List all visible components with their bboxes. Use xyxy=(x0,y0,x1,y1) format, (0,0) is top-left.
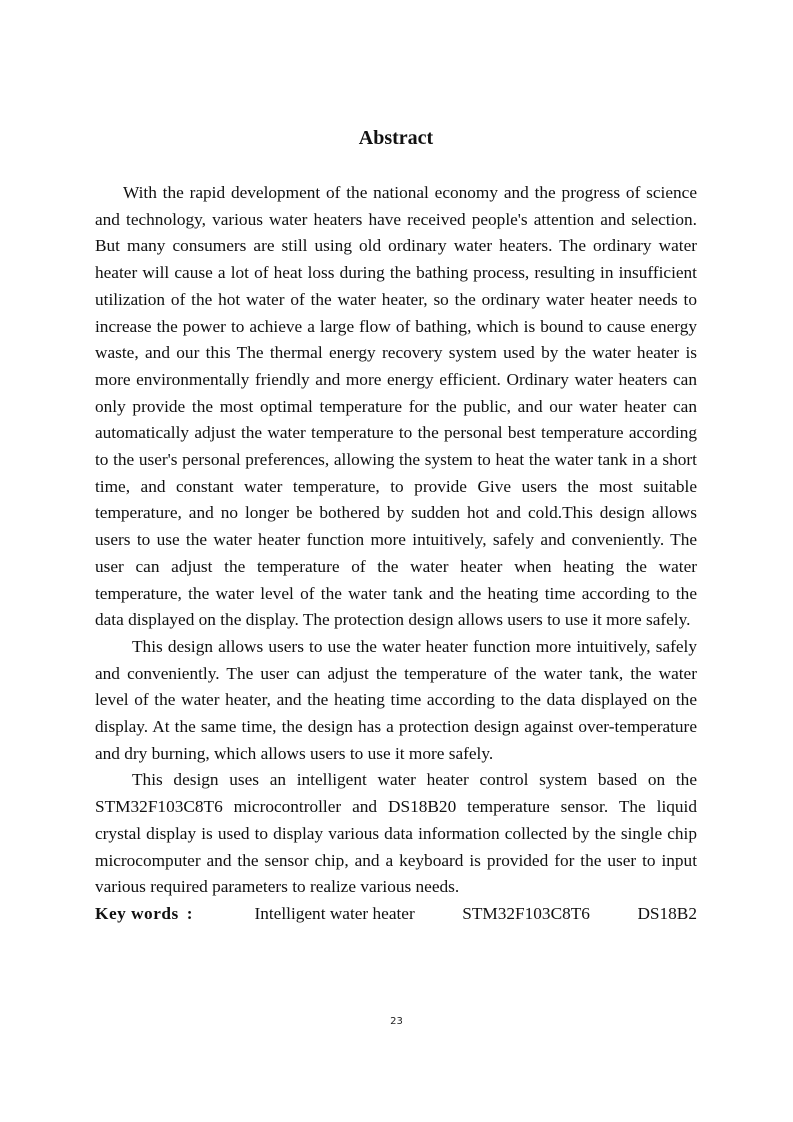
abstract-title: Abstract xyxy=(358,127,434,149)
page-number: 23 xyxy=(390,1016,403,1027)
abstract-paragraph-2: This design allows users to use the water heater function more intuitively, safely and conveniently. The user can adjust the temperature of the water tank, the water level of the water heater, and the heating time according to the data displayed on the display. At the same time, the design has a protection design against over-temperature and dry burning, which allows users to use it more safely. xyxy=(95,636,697,763)
keyword-1: Intelligent water heater xyxy=(254,903,415,923)
abstract-body xyxy=(95,180,697,928)
keywords-separator: : xyxy=(186,903,193,923)
keywords-line xyxy=(95,901,697,928)
keyword-3: DS18B2 xyxy=(637,903,697,923)
keywords-label-group xyxy=(95,901,207,928)
keyword-2: STM32F103C8T6 xyxy=(462,903,590,923)
keywords-label: Key words xyxy=(95,903,179,923)
abstract-paragraph-3: This design uses an intelligent water heater control system based on the STM32F103C8T6 microcontroller and DS18B20 temperature sensor. The liquid crystal display is used to display various data information collected by the single chip microcomputer and the sensor chip, and a keyboard is provided for the user to input various required parameters to realize various needs. xyxy=(95,770,697,897)
abstract-paragraph-1: With the rapid development of the national economy and the progress of science and technology, various water heaters have received people's attention and selection. But many consumers are still using old ordinary water heaters. The ordinary water heater will cause a lot of heat loss during the bathing process, resulting in insufficient utilization of the hot water of the water heater, so the ordinary water heater needs to increase the power to achieve a large flow of bathing, which is bound to cause energy waste, and our this The thermal energy recovery system used by the water heater is more environmentally friendly and more energy efficient. Ordinary water heaters can only provide the most optimal temperature for the public, and our water heater can automatically adjust the water temperature to the personal best temperature according to the user's personal preferences, allowing the system to heat the water tank in a short time, and constant water temperature, to provide Give users the most suitable temperature, and no longer be bothered by sudden hot and cold.This design allows users to use the water heater function more intuitively, safely and conveniently. The user can adjust the temperature of the water heater when heating the water temperature, the water level of the water tank and the heating time according to the data displayed on the display. The protection design allows users to use it more safely. xyxy=(95,183,697,630)
